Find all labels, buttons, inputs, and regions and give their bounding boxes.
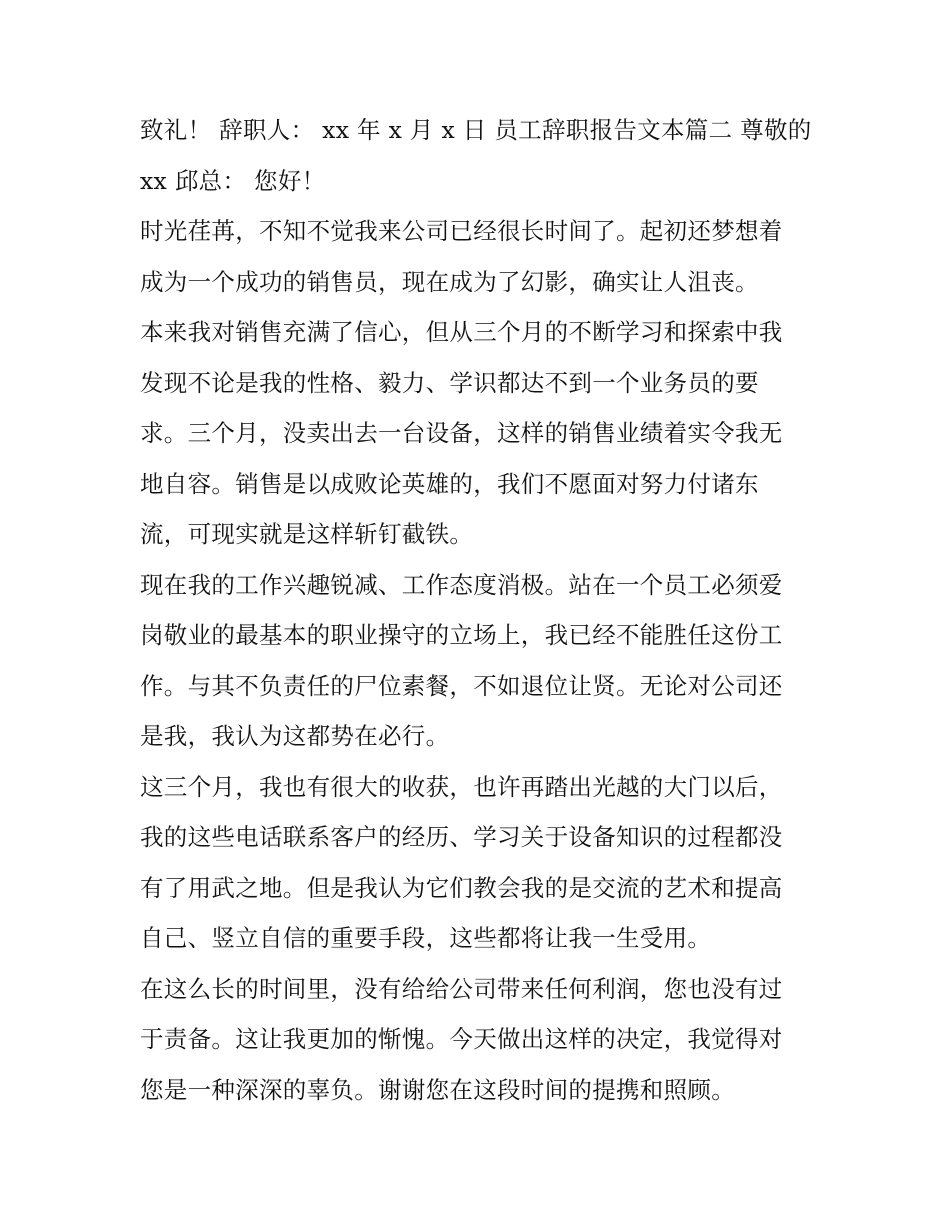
document-page xyxy=(140,105,820,1115)
paragraph-time-passing: 时光荏苒，不知不觉我来公司已经很长时间了。起初还梦想着 成为一个成功的销售员，现在成为了幻影，确实让人沮丧。 xyxy=(140,217,783,296)
paragraph-sales-confidence: 本来我对销售充满了信心，但从三个月的不断学习和探索中我 发现不论是我的性格、毅力、学识都达不到一个业务员的要 求。三个月，没卖出去一台设备，这样的销售业绩着实令我无 地自容。销售是以成败论英雄的，我们不愿面对努力付诸东 流，可现实就是这样斩钉截铁。 xyxy=(140,318,783,548)
paragraph-work-attitude: 现在我的工作兴趣锐减、工作态度消极。站在一个员工必须爱 岗敬业的最基本的职业操守的立场上，我已经不能胜任这份工 作。与其不负责任的尸位素餐，不如退位让贤。无论对公司还 是我，我认为这都势在必行。 xyxy=(140,570,783,750)
paragraph-gains: 这三个月，我也有很大的收获，也许再踏出光越的大门以后， 我的这些电话联系客户的经历、学习关于设备知识的过程都没 有了用武之地。但是我认为它们教会我的是交流的艺术和提高 自己、竖立自信的重要手段，这些都将让我一生受用。 xyxy=(140,772,783,952)
paragraph-gratitude: 在这么长的时间里，没有给给公司带来任何利润，您也没有过 于责备。这让我更加的惭愧。今天做出这样的决定，我觉得对 您是一种深深的辜负。谢谢您在这段时间的提携和照顾。 xyxy=(140,974,783,1104)
paragraph-closing: 致礼！ 辞职人： xx 年 x 月 x 日 员工辞职报告文本篇二 尊敬的 xx 邱总： 您好！ xyxy=(140,116,812,195)
